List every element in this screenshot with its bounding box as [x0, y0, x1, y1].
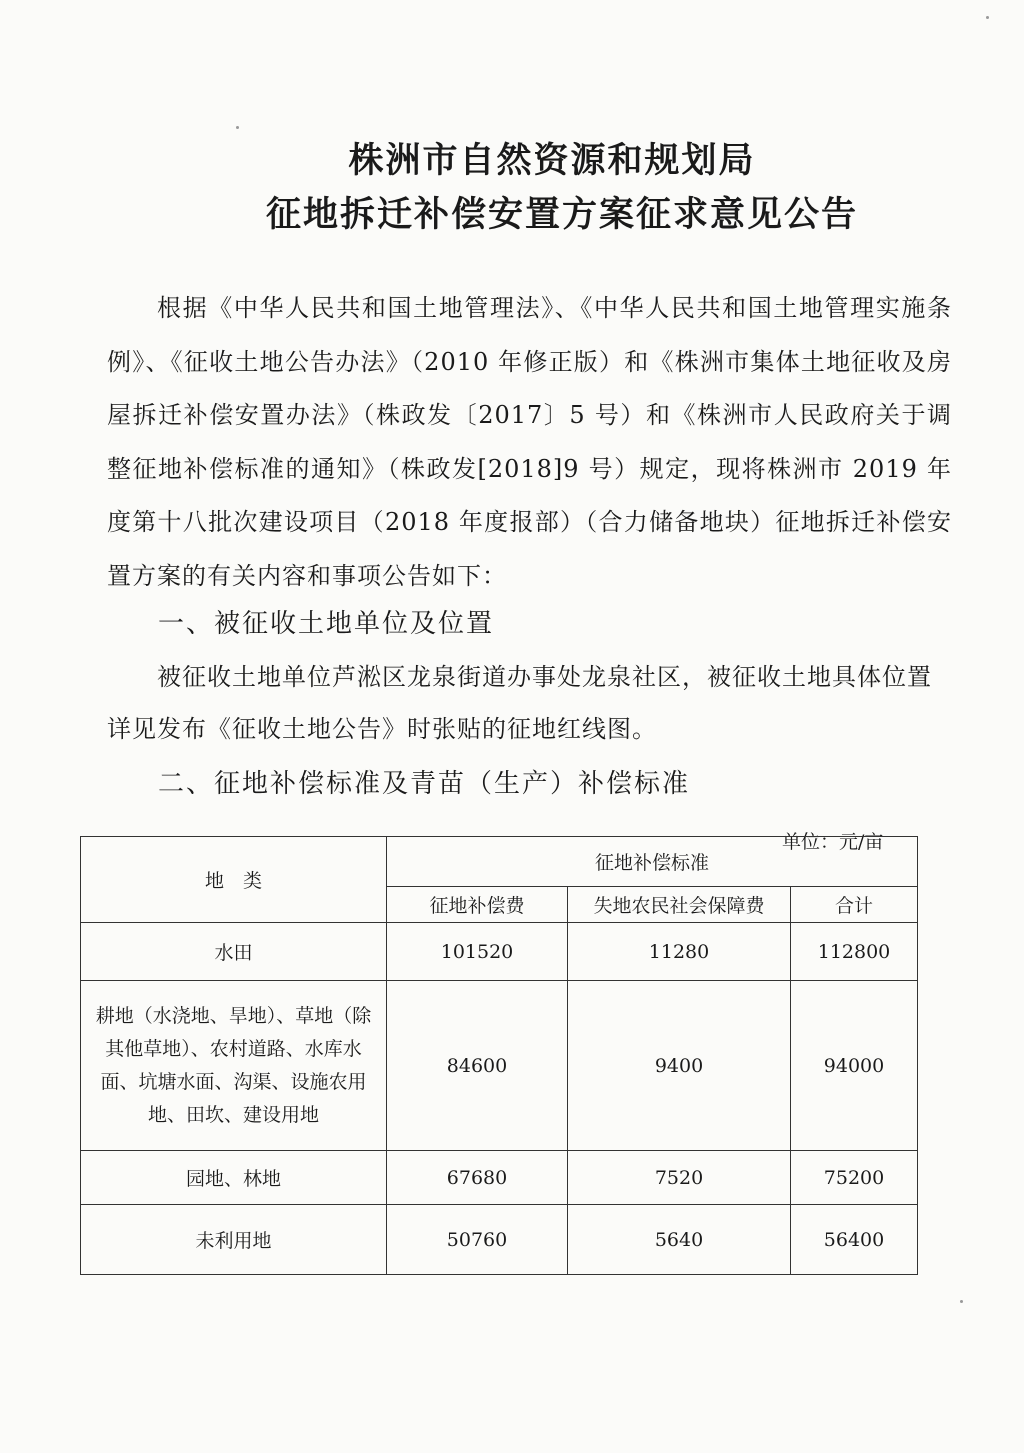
document-title-line1: 株洲市自然资源和规划局 — [348, 140, 756, 181]
cell-security: 5640 — [568, 1205, 791, 1275]
table-row — [81, 1151, 918, 1205]
header-group: 征地补偿标准 — [387, 837, 918, 887]
cell-fee: 84600 — [387, 981, 568, 1151]
table-unit-label: 单位：元/亩 — [782, 831, 884, 853]
document-title-line2: 征地拆迁补偿安置方案征求意见公告 — [265, 194, 858, 235]
intro-paragraph: 根据《中华人民共和国土地管理法》、《中华人民共和国土地管理实施条例》、《征收土地公告办法》（2010 年修正版）和《株洲市集体土地征收及房屋拆迁补偿安置办法》（株政发〔2017〕5 号）和《株洲市人民政府关于调整征地补偿标准的通知》（株政发[2018]9 号）规定，现将株洲市 2019 年度第十八批次建设项目（2018 年度报部）（合力储备地块）征地拆迁补偿安置方案的有关内容和事项公告如下： — [107, 294, 952, 590]
scan-speck — [236, 126, 239, 129]
cell-security: 11280 — [568, 923, 791, 981]
table-row — [81, 981, 918, 1151]
cell-land-type: 未利用地 — [81, 1205, 387, 1275]
header-total: 合计 — [791, 887, 918, 923]
cell-security: 9400 — [568, 981, 791, 1151]
section1-paragraph: 被征收土地单位芦淞区龙泉街道办事处龙泉社区，被征收土地具体位置详见发布《征收土地公告》时张贴的征地红线图。 — [107, 663, 932, 743]
intro-paragraph-block — [107, 282, 952, 603]
cell-security: 7520 — [568, 1151, 791, 1205]
cell-land-type: 园地、林地 — [81, 1151, 387, 1205]
cell-fee: 101520 — [387, 923, 568, 981]
cell-total: 56400 — [791, 1205, 918, 1275]
header-fee: 征地补偿费 — [387, 887, 568, 923]
header-land-type: 地 类 — [81, 837, 387, 923]
compensation-table — [80, 836, 918, 1275]
cell-total: 94000 — [791, 981, 918, 1151]
cell-total: 75200 — [791, 1151, 918, 1205]
header-security: 失地农民社会保障费 — [568, 887, 791, 923]
table-header-row — [81, 837, 918, 887]
cell-fee: 50760 — [387, 1205, 568, 1275]
cell-fee: 67680 — [387, 1151, 568, 1205]
section1-paragraph-block — [107, 651, 952, 755]
table-row — [81, 1205, 918, 1275]
cell-land-type: 水田 — [81, 923, 387, 981]
section1-heading: 一、被征收土地单位及位置 — [158, 609, 495, 639]
cell-total: 112800 — [791, 923, 918, 981]
cell-land-type: 耕地（水浇地、旱地）、草地（除其他草地）、农村道路、水库水面、坑塘水面、沟渠、设施农用地、田坎、建设用地 — [81, 981, 387, 1151]
table-row — [81, 923, 918, 981]
section2-heading: 二、征地补偿标准及青苗（生产）补偿标准 — [158, 769, 691, 799]
scan-speck — [986, 16, 989, 19]
scan-speck — [960, 1300, 963, 1303]
